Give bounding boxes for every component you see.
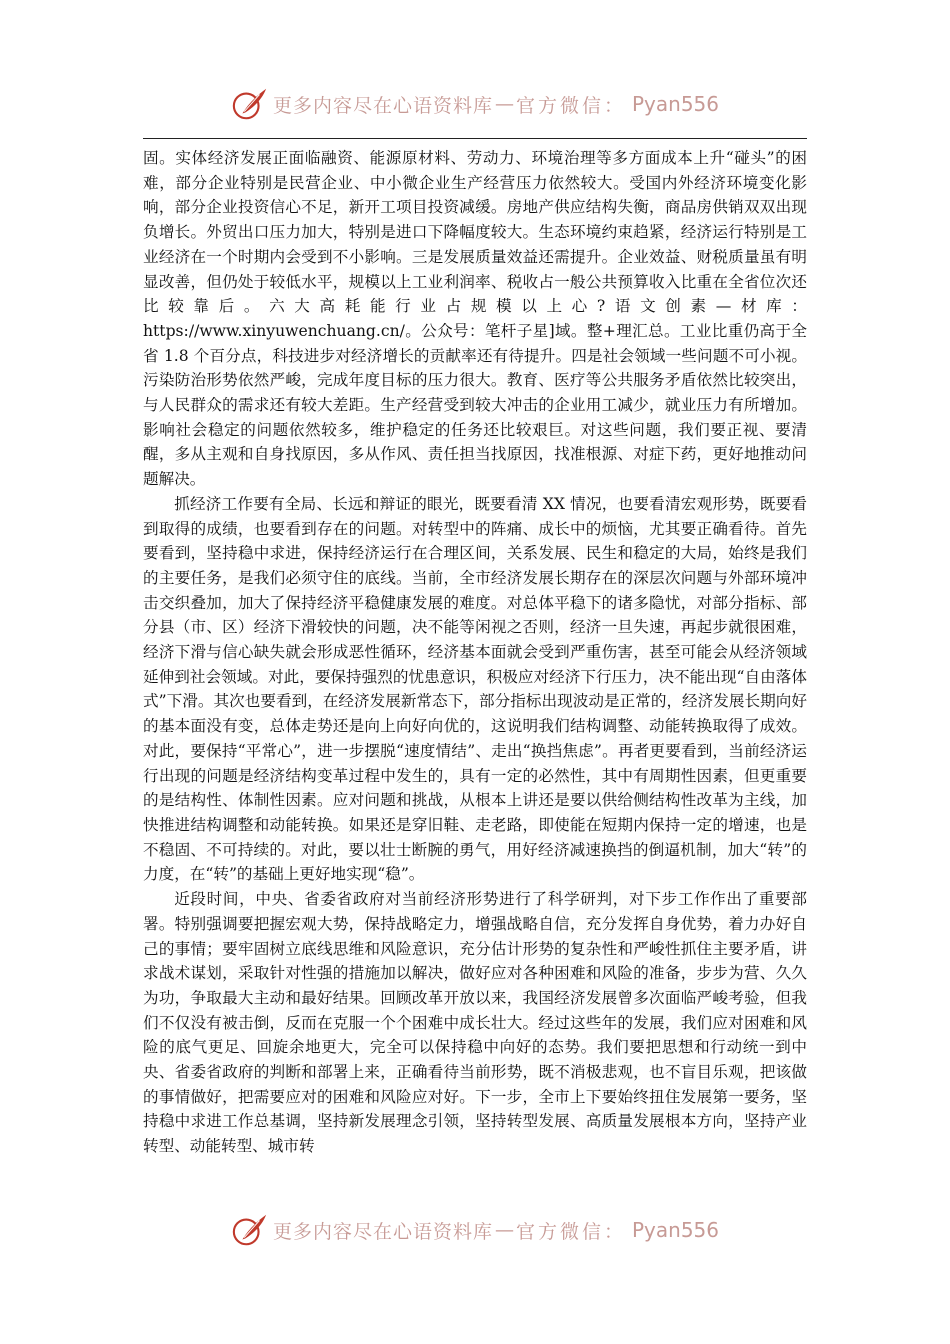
header-banner <box>0 82 950 126</box>
paragraph-1: 固。实体经济发展正面临融资、能源原材料、劳动力、环境治理等多方面成本上升“碰头”的困难，部分企业特别是民营企业、中小微企业生产经营压力依然较大。受国内外经济环境变化影响，部分企业投资信心不足，新开工项目投资减缓。房地产供应结构失衡，商品房供销双双出现负增长。外贸出口压力加大，特别是进口下降幅度较大。生态环境约束趋紧，经济运行特别是工业经济在一个时期内会受到不小影响。三是发展质量效益还需提升。企业效益、财税质量虽有明显改善，但仍处于较低水平，规模以上工业利润率、税收占一般公共预算收入比重在全省位次还比较靠后。六大高耗能行业占规模以上心?语文创素—材库：https://www.xinyuwenchuang.cn/。公众号：笔杆子星]域。整+理汇总。工业比重仍高于全省 1.8 个百分点，科技进步对经济增长的贡献率还有待提升。四是社会领域一些问题不可小视。污染防治形势依然严峻，完成年度目标的压力很大。教育、医疗等公共服务矛盾依然比较突出，与人民群众的需求还有较大差距。生产经营受到较大冲击的企业用工减少，就业压力有所增加。影响社会稳定的问题依然较多，维护稳定的任务还比较艰巨。对这些问题，我们要正视、要清醒，多从主观和自身找原因，多从作风、责任担当找原因，找准根源、对症下药，更好地推动问题解决。 <box>143 149 807 489</box>
header-divider <box>143 138 807 139</box>
feather-pen-logo-icon <box>231 1211 269 1249</box>
document-body <box>143 146 807 1159</box>
paragraph-2: 抓经济工作要有全局、长远和辩证的眼光，既要看清 XX 情况，也要看清宏观形势，既要看到取得的成绩，也要看到存在的问题。对转型中的阵痛、成长中的烦恼，尤其要正确看待。首先要看到，坚持稳中求进，保持经济运行在合理区间，关系发展、民生和稳定的大局，始终是我们的主要任务，是我们必须守住的底线。当前，全市经济发展长期存在的深层次问题与外部环境冲击交织叠加，加大了保持经济平稳健康发展的难度。对总体平稳下的诸多隐忧，对部分指标、部分县（市、区）经济下滑较快的问题，决不能等闲视之否则，经济一旦失速，再起步就很困难，经济下滑与信心缺失就会形成恶性循环，经济基本面就会受到严重伤害，甚至可能会从经济领域延伸到社会领域。对此，要保持强烈的忧患意识，积极应对经济下行压力，决不能出现“自由落体式”下滑。其次也要看到，在经济发展新常态下，部分指标出现波动是正常的，经济发展长期向好的基本面没有变，总体走势还是向上向好向优的，这说明我们结构调整、动能转换取得了成效。对此，要保持“平常心”，进一步摆脱“速度情结”、走出“换挡焦虑”。再者更要看到，当前经济运行出现的问题是经济结构变革过程中发生的，具有一定的必然性，其中有周期性因素，但更重要的是结构性、体制性因素。应对问题和挑战，从根本上讲还是要以供给侧结构性改革为主线，加快推进结构调整和动能转换。如果还是穿旧鞋、走老路，即使能在短期内保持一定的增速，也是不稳固、不可持续的。对此，要以壮士断腕的勇气，用好经济减速换挡的倒逼机制，加大“转”的力度，在“转”的基础上更好地实现“稳”。 <box>143 494 807 884</box>
header-wechat-label: 官方微信： <box>515 94 626 117</box>
feather-pen-logo-icon <box>231 85 269 123</box>
header-separator: — <box>494 93 514 115</box>
header-banner-text: 更多内容尽在心语资料库 <box>272 94 493 117</box>
footer-separator: — <box>494 1219 514 1241</box>
footer-banner-text: 更多内容尽在心语资料库 <box>272 1220 493 1243</box>
footer-banner <box>0 1208 950 1252</box>
paragraph-3: 近段时间，中央、省委省政府对当前经济形势进行了科学研判，对下步工作作出了重要部署。特别强调要把握宏观大势，保持战略定力，增强战略自信，充分发挥自身优势，着力办好自己的事情；要牢固树立底线思维和风险意识，充分估计形势的复杂性和严峻性抓住主要矛盾，讲求战术谋划，采取针对性强的措施加以解决，做好应对各种困难和风险的准备，步步为营、久久为功，争取最大主动和最好结果。回顾改革开放以来，我国经济发展曾多次面临严峻考验，但我们不仅没有被击倒，反而在克服一个个困难中成长壮大。经过这些年的发展，我们应对困难和风险的底气更足、回旋余地更大，完全可以保持稳中向好的态势。我们要把思想和行动统一到中央、省委省政府的判断和部署上来，正确看待当前形势，既不消极悲观，也不盲目乐观，把该做的事情做好，把需要应对的困难和风险应对好。下一步，全市上下要始终扭住发展第一要务，坚持稳中求进工作总基调，坚持新发展理念引领，坚持转型发展、高质量发展根本方向，坚持产业转型、动能转型、城市转 <box>143 890 807 1156</box>
footer-wechat-id: Pyan556 <box>632 1218 720 1242</box>
footer-wechat-label: 官方微信： <box>515 1220 626 1243</box>
header-wechat-id: Pyan556 <box>632 92 720 116</box>
